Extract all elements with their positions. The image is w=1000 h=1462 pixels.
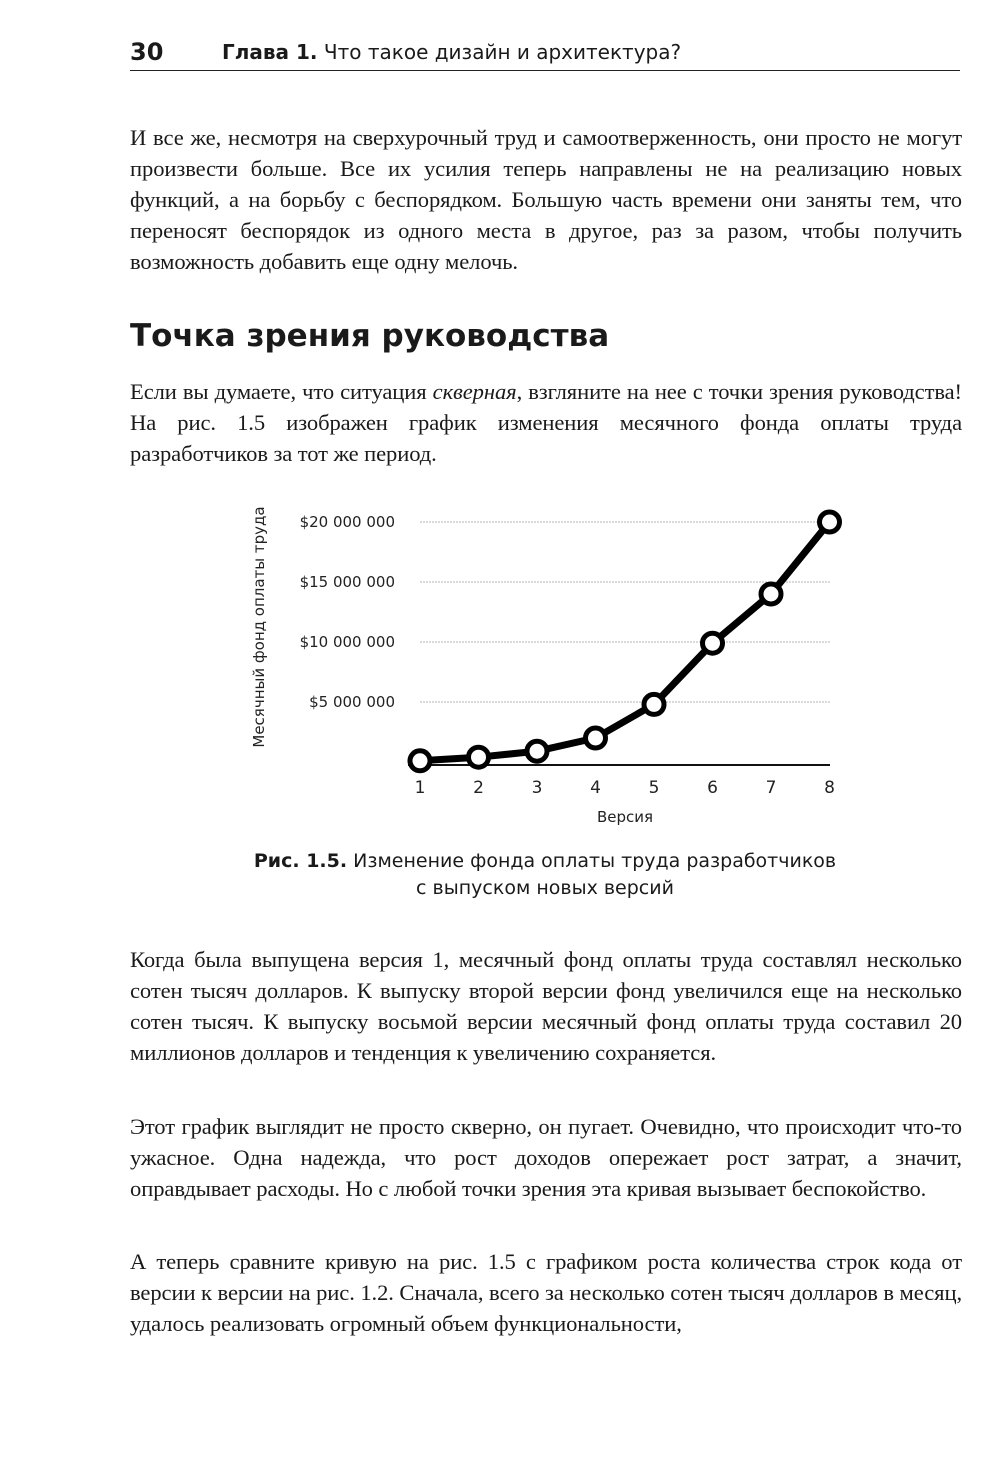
x-tick-label: 1 bbox=[414, 778, 426, 798]
data-point-version-2 bbox=[469, 747, 489, 767]
x-tick-label: 3 bbox=[531, 778, 543, 798]
paragraph-2-end: , взгляните на нее с точки зрения руководства! На рис. 1.5 изображен график изменения месячного фонда оплаты труда разработчиков за тот же период. bbox=[130, 379, 962, 466]
paragraph-2-start: Если вы думаете, что ситуация bbox=[130, 379, 433, 404]
x-tick-label: 8 bbox=[824, 778, 835, 798]
chapter-label: Глава 1. bbox=[222, 40, 318, 64]
payroll-chart-svg bbox=[240, 495, 860, 835]
paragraph-2-emphasis: скверная bbox=[432, 379, 517, 404]
figure-caption bbox=[130, 848, 960, 902]
caption-text-2: с выпуском новых версий bbox=[416, 877, 674, 899]
x-tick-label: 4 bbox=[590, 778, 601, 798]
y-tick-label: $20 000 000 bbox=[299, 513, 395, 531]
data-point-version-1 bbox=[410, 751, 430, 771]
x-axis-title: Версия bbox=[596, 808, 654, 826]
section-heading: Точка зрения руководства bbox=[130, 318, 610, 354]
x-tick-label: 2 bbox=[473, 778, 484, 798]
y-tick-label: $5 000 000 bbox=[309, 693, 395, 711]
data-point-version-8 bbox=[820, 512, 840, 532]
y-axis-title: Месячный фонд оплаты труда bbox=[250, 506, 268, 748]
paragraph-4: Этот график выглядит не просто скверно, он пугает. Очевидно, что происходит что-то ужасное. Одна надежда, что рост доходов опережает рост затрат, а значит, оправдывает расходы. Но с любой точки зрения эта кривая вызывает беспокойство. bbox=[130, 1114, 962, 1201]
paragraph-3: Когда была выпущена версия 1, месячный фонд оплаты труда составлял несколько сотен тысяч долларов. К выпуску второй версии фонд увеличился еще на несколько сотен тысяч. К выпуску восьмой версии месячный фонд оплаты труда составил 20 миллионов долларов и тенденция к увеличению сохраняется. bbox=[130, 947, 962, 1065]
running-header bbox=[130, 38, 960, 71]
x-tick-label: 5 bbox=[648, 778, 660, 798]
data-point-version-7 bbox=[761, 584, 781, 604]
payroll-chart bbox=[240, 495, 860, 835]
data-point-version-6 bbox=[703, 633, 723, 653]
data-point-version-4 bbox=[586, 728, 606, 748]
data-point-version-5 bbox=[644, 694, 664, 714]
caption-label: Рис. 1.5. bbox=[253, 850, 348, 872]
x-tick-label: 6 bbox=[707, 778, 718, 798]
y-tick-label: $15 000 000 bbox=[299, 573, 395, 591]
chapter-title bbox=[222, 40, 681, 64]
data-point-version-3 bbox=[527, 741, 547, 761]
y-tick-label: $10 000 000 bbox=[299, 633, 395, 651]
x-tick-label: 7 bbox=[765, 778, 777, 798]
caption-text-1: Изменение фонда оплаты труда разработчиков bbox=[353, 850, 837, 872]
series-line bbox=[420, 522, 830, 761]
paragraph-1: И все же, несмотря на сверхурочный труд и самоотверженность, они просто не могут произвести больше. Все их усилия теперь направлены не на реализацию новых функций, а на борьбу с беспорядком. Большую часть времени они заняты тем, что переносят беспорядок из одного места в другое, раз за разом, чтобы получить возможность добавить еще одну мелочь. bbox=[130, 125, 962, 274]
paragraph-5: А теперь сравните кривую на рис. 1.5 с графиком роста количества строк кода от версии к версии на рис. 1.2. Сначала, всего за несколько сотен тысяч долларов в месяц, удалось реализовать огромный объем функциональности, bbox=[130, 1249, 962, 1336]
chapter-name: Что такое дизайн и архитектура? bbox=[323, 40, 682, 64]
paragraph-2 bbox=[130, 376, 962, 469]
caption-line-1 bbox=[130, 848, 960, 875]
page-number: 30 bbox=[130, 38, 164, 66]
